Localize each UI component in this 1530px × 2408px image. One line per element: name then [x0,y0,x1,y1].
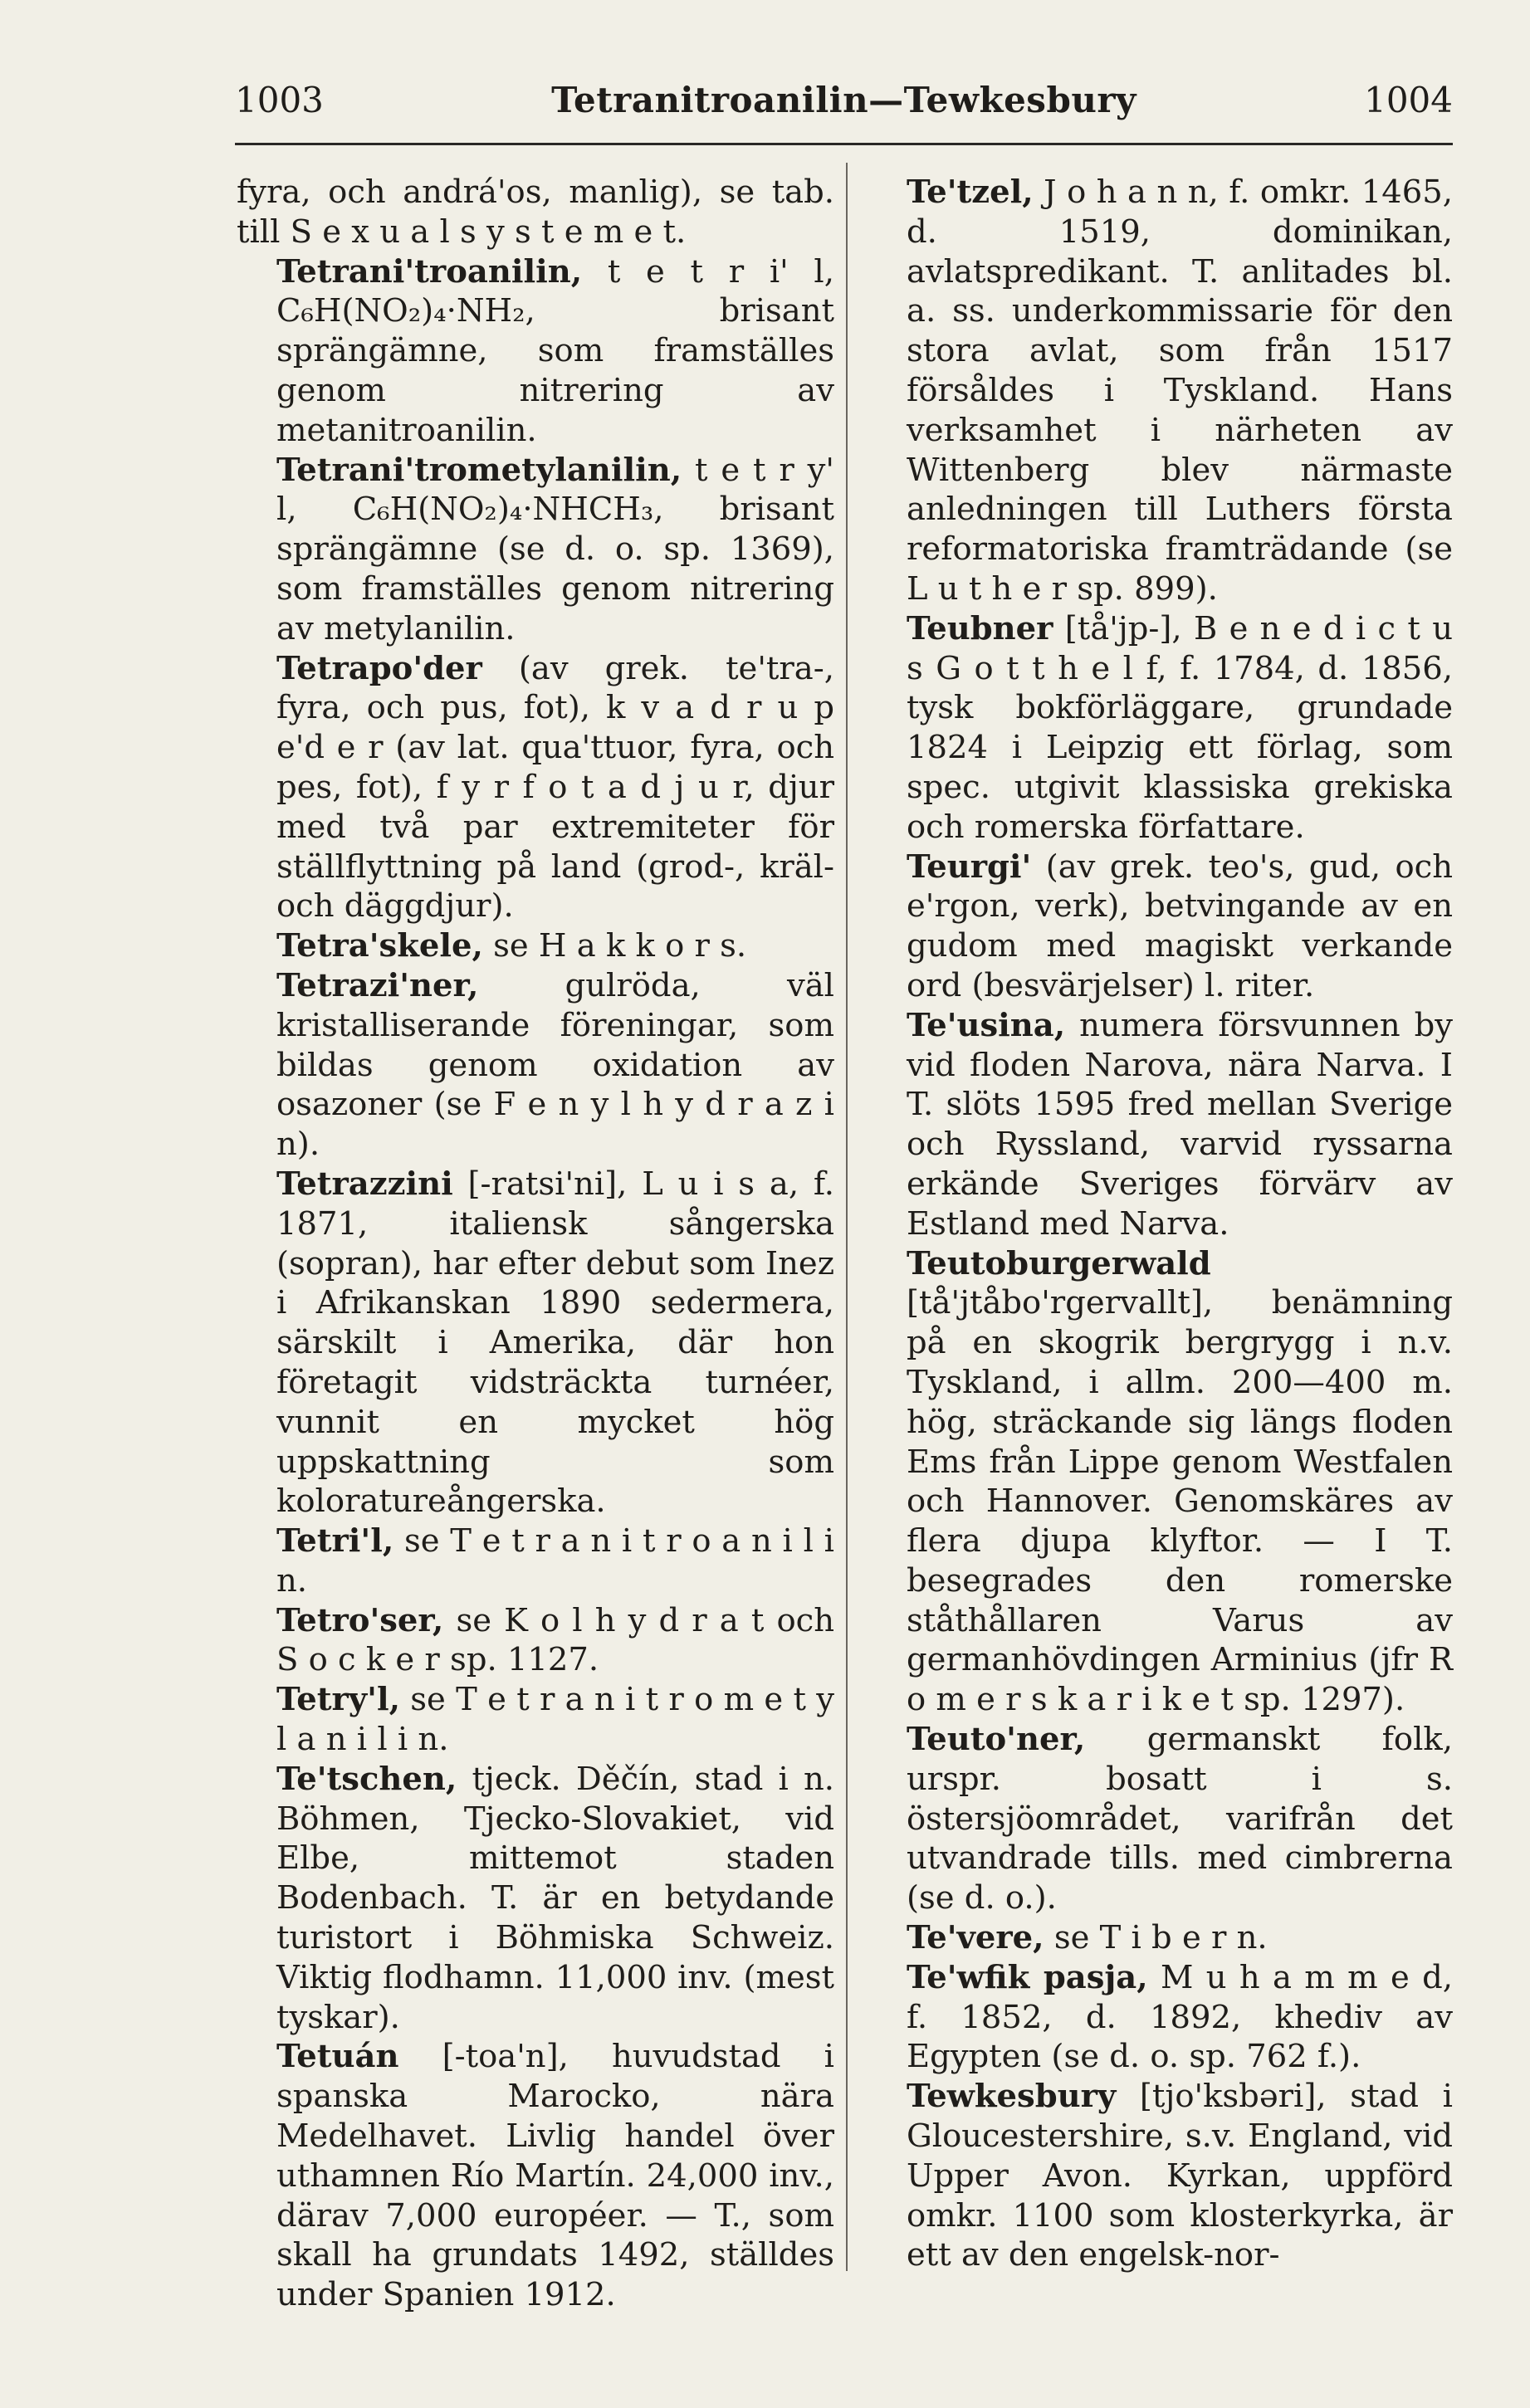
dictionary-entry [867,1244,1453,1721]
dictionary-entry [867,1006,1453,1244]
dictionary-entry [867,173,1453,609]
dictionary-entry [867,1720,1453,1918]
entry-text: [-toa'n], huvudstad i spanska Marocko, nära Medelhavet. Livlig handel över uthamnen Río Martín. 24,000 inv., därav 7,000 européer. — T., som skall ha grundats 1492, ställdes under Spanien 1912. [276,2038,834,2314]
dictionary-entry [867,2077,1453,2275]
entry-headword: Teubner [907,609,1053,647]
dictionary-entry [237,451,834,649]
entry-text: fyra, och andrá'os, manlig), se tab. till S e x u a l s y s t e m e t. [237,173,834,251]
entry-text: numera försvunnen by vid floden Narova, nära Narva. I T. slöts 1595 fred mellan Sverige och Ryssland, varvid ryssarna erkände Sveriges förvärv av Estland med Narva. [907,1006,1453,1243]
entry-headword: Teuto'ner, [907,1721,1086,1759]
page-header [235,73,1453,131]
entry-text: t e t r i' l, C₆H(NO₂)₄·NH₂, brisant sprängämne, som framställes genom nitrering av metanitroanilin. [276,252,834,449]
entry-text: t e t r y' l, C₆H(NO₂)₄·NHCH₃, brisant sprängämne (se d. o. sp. 1369), som framställes genom nitrering av metylanilin. [276,451,834,647]
entry-headword: Tetra'skele, [276,927,483,965]
entry-headword: Te'usina, [907,1006,1066,1044]
dictionary-entry [237,252,834,451]
entry-text: (av grek. te'tra-, fyra, och pus, fot), k v a d r u p e'd e r (av lat. qua'ttuor, fyra, och pes, fot), f y r f o t a d j u r, djur med två par extremiteter för ställflyttning på land (grod-, kräl- och däggdjur). [276,649,834,926]
entry-headword: Tetrani'trometylanilin, [276,451,682,489]
entry-text: [tå'jtåbo'rgervallt], benämning på en skogrik bergrygg i n.v. Tyskland, i allm. 200—400 m. hög, sträckande sig längs floden Ems från Lippe genom Westfalen och Hannover. Genomskäres av flera djupa klyftor. — I T. besegrades den romerske ståthållaren Varus av germanhövdingen Arminius (jfr R o m e r s k a r i k e t sp. 1297). [907,1284,1453,1719]
dictionary-entry [867,847,1453,1006]
entry-text: (av grek. teo's, gud, och e'rgon, verk), betvingande av en gudom med magiskt verkande ord (besvärjelser) l. riter. [907,847,1454,1004]
dictionary-entry [237,1521,834,1601]
entry-headword: Teurgi' [907,847,1032,886]
dictionary-entry [867,609,1453,847]
entry-headword: Tetrani'troanilin, [276,252,583,291]
left-column [237,173,834,2315]
dictionary-entry [237,1760,834,2038]
entry-headword: Te'vere, [907,1919,1044,1957]
running-title: Tetranitroanilin—Tewkesbury [551,80,1137,120]
dictionary-entry [867,1918,1453,1958]
dictionary-entry [237,1601,834,1681]
entry-headword: Te'wfik pasja, [907,1958,1148,1996]
right-column [867,173,1453,2275]
entry-text: germanskt folk, urspr. bosatt i s. östersjöområdet, varifrån det utvandrade tills. med cimbrerna (se d. o.). [907,1721,1453,1917]
entry-headword: Teutoburgerwald [907,1244,1211,1282]
header-rule [235,143,1453,145]
page-number-left: 1003 [235,80,324,120]
dictionary-entry [237,649,834,927]
dictionary-entry [237,966,834,1165]
page-number-right: 1004 [1364,80,1453,120]
entry-text: J o h a n n, f. omkr. 1465, d. 1519, dominikan, avlatspredikant. T. anlitades bl. a. ss. underkommissarie för den stora avlat, som från 1517 försåldes i Tyskland. Hans verksamhet i närheten av Wittenberg blev närmaste anledningen till Luthers första reformatoriska framträdande (se L u t h e r sp. 899). [907,173,1453,608]
entry-headword: Tetry'l, [276,1681,400,1719]
dictionary-entry [237,1165,834,1521]
entry-text: se K o l h y d r a t och S o c k e r sp. 1127. [276,1601,834,1679]
entry-headword: Te'tschen, [276,1760,457,1798]
entry-text: se T i b e r n. [1053,1919,1268,1957]
entry-text: se H a k k o r s. [493,927,747,965]
entry-text: [-ratsi'ni], L u i s a, f. 1871, italiensk sångerska (sopran), har efter debut som Inez i Afrikanskan 1890 sedermera, särskilt i Amerika, där hon företagit vidsträckta turnéer, vunnit en mycket hög uppskattning som koloratureångerska. [276,1165,834,1521]
dictionary-entry [237,1680,834,1760]
entry-headword: Tetrazzini [276,1165,453,1203]
entry-text: M u h a m m e d, f. 1852, d. 1892, khediv av Egypten (se d. o. sp. 762 f.). [907,1958,1453,2076]
column-divider [846,163,848,2271]
entry-headword: Tetrapo'der [276,649,482,687]
dictionary-entry [237,926,834,966]
entry-text: se T e t r a n i t r o m e t y l a n i l i n. [276,1681,835,1759]
dictionary-entry [237,2037,834,2315]
entry-text: se T e t r a n i t r o a n i l i n. [276,1522,834,1600]
entry-text: [tå'jp-], B e n e d i c t u s G o t t h e l f, f. 1784, d. 1856, tysk bokförläggare, grundade 1824 i Leipzig ett förlag, som spec. utgivit klassiska grekiska och romerska författare. [907,609,1453,846]
entry-text: tjeck. Děčín, stad i n. Böhmen, Tjecko-Slovakiet, vid Elbe, mittemot staden Bodenbach. T. är en betydande turistort i Böhmiska Schweiz. Viktig flodhamn. 11,000 inv. (mest tyskar). [276,1760,834,2036]
entry-headword: Tewkesbury [907,2078,1117,2116]
entry-headword: Tetrazi'ner, [276,966,479,1004]
entry-text: [tjo'ksbəri], stad i Gloucestershire, s.v. England, vid Upper Avon. Kyrkan, uppförd omkr. 1100 som klosterkyrka, är ett av den engelsk-nor- [907,2078,1453,2274]
dictionary-entry [237,173,834,252]
entry-headword: Tetro'ser, [276,1601,444,1639]
entry-headword: Tetuán [276,2038,399,2076]
entry-headword: Tetri'l, [276,1522,394,1561]
entry-text: gulröda, väl kristalliserande föreningar, som bildas genom oxidation av osazoner (se F e n y l h y d r a z i n). [276,966,834,1164]
dictionary-entry [867,1958,1453,2077]
entry-headword: Te'tzel, [907,173,1034,211]
